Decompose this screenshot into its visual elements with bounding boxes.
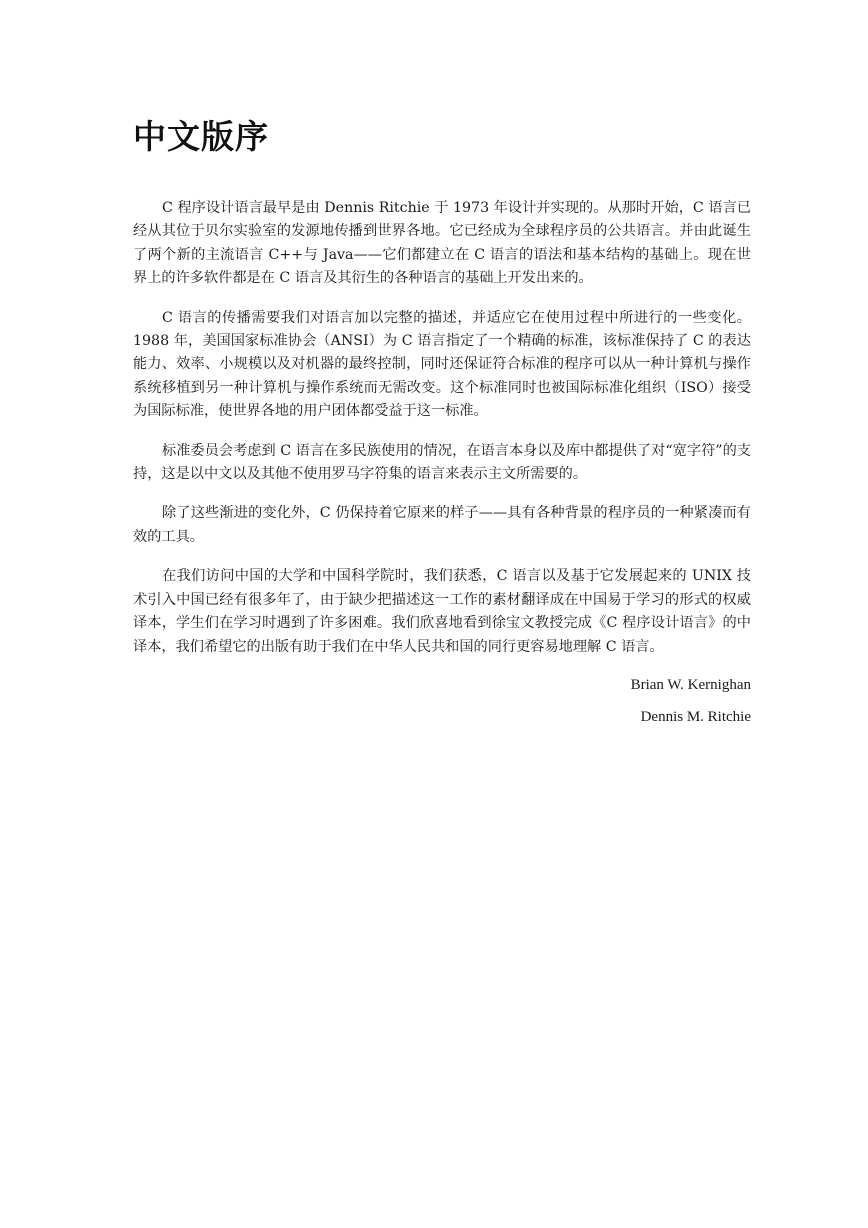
paragraph-1: C 程序设计语言最早是由 Dennis Ritchie 于 1973 年设计并实现的。从那时开始，C 语言已经从其位于贝尔实验室的发源地传播到世界各地。它已经成为全球程序员的公共语言。并由此诞生了两个新的主流语言 C++与 Java——它们都建立在 C 语言的语法和基本结构的基础上。现在世界上的许多软件都是在 C 语言及其衍生的各种语言的基础上开发出来的。 — [133, 200, 751, 287]
paragraph-3: 标准委员会考虑到 C 语言在多民族使用的情况，在语言本身以及库中都提供了对“宽字符”的支持，这是以中文以及其他不使用罗马字符集的语言来表示主文所需要的。 — [133, 442, 751, 483]
paragraph-5: 在我们访问中国的大学和中国科学院时，我们获悉，C 语言以及基于它发展起来的 UNIX 技术引入中国已经有很多年了，由于缺少把描述这一工作的素材翻译成在中国易于学习的形式的权威译本，学生们在学习时遇到了许多困难。我们欣喜地看到徐宝文教授完成《C 程序设计语言》的中译本，我们希望它的出版有助于我们在中华人民共和国的同行更容易地理解 C 语言。 — [133, 568, 751, 655]
paragraph-2: C 语言的传播需要我们对语言加以完整的描述，并适应它在使用过程中所进行的一些变化。1988 年，美国国家标准协会（ANSI）为 C 语言指定了一个精确的标准，该标准保持了 C 的表达能力、效率、小规模以及对机器的最终控制，同时还保证符合标准的程序可以从一种计算机与操作系统移植到另一种计算机与操作系统而无需改变。这个标准同时也被国际标准化组织（ISO）接受为国际标准，使世界各地的用户团体都受益于这一标准。 — [133, 309, 751, 420]
preface-body — [133, 197, 751, 727]
paragraph-4: 除了这些渐进的变化外，C 仍保持着它原来的样子——具有各种背景的程序员的一种紧凑而有效的工具。 — [133, 505, 751, 545]
signature-kernighan: Brian W. Kernighan — [630, 676, 751, 693]
page-title: 中文版序 — [133, 117, 269, 156]
signature-ritchie: Dennis M. Ritchie — [640, 708, 751, 725]
